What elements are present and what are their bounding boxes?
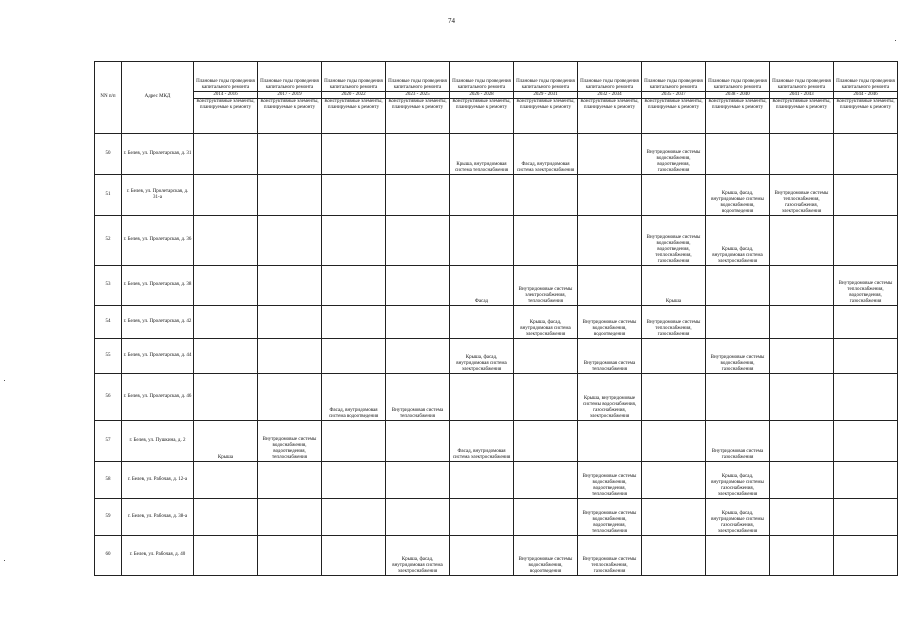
repair-cell <box>578 175 642 216</box>
year-range: 2017 - 2019 <box>258 92 322 99</box>
repair-cell: Внутридомовые системы водоснабжения, водоотведения, теплоснабжения <box>578 462 642 499</box>
repair-cell <box>770 499 834 536</box>
repair-cell: Крыша, фасад, внутридомовые системы газоснабжения, электроснабжения <box>706 462 770 499</box>
repair-cell <box>834 216 898 266</box>
header-row-elements <box>95 99 898 134</box>
table-row <box>95 306 898 339</box>
table-body <box>95 134 898 576</box>
column-header-number: NN п/п <box>95 62 122 134</box>
repair-cell <box>322 339 386 374</box>
row-address: г. Белев, ул. Пролетарская, д. 31 <box>122 134 194 175</box>
elements-label: Конструктивные элементы, планируемые к ремонту <box>322 99 386 134</box>
repair-cell <box>770 374 834 421</box>
repair-cell <box>386 175 450 216</box>
period-title: Плановые годы проведения капитального ремонта <box>834 62 898 92</box>
elements-label: Конструктивные элементы, планируемые к ремонту <box>642 99 706 134</box>
repair-cell <box>322 462 386 499</box>
repair-cell <box>578 216 642 266</box>
repair-cell <box>706 306 770 339</box>
table-row <box>95 266 898 306</box>
repair-cell <box>194 339 258 374</box>
repair-cell <box>514 216 578 266</box>
column-header-address: Адрес МКД <box>122 62 194 134</box>
scan-mark <box>895 40 896 41</box>
repair-cell <box>514 175 578 216</box>
repair-cell <box>770 536 834 576</box>
period-title: Плановые годы проведения капитального ремонта <box>194 62 258 92</box>
repair-cell <box>450 175 514 216</box>
repair-cell <box>450 374 514 421</box>
repair-cell: Внутридомовая система теплоснабжения <box>386 374 450 421</box>
repair-cell: Внутридомовые системы теплоснабжения, газоснабжения <box>578 536 642 576</box>
repair-cell: Внутридомовые системы водоснабжения, водоотведения, теплоснабжения <box>578 499 642 536</box>
repair-cell <box>706 134 770 175</box>
row-number: 60 <box>95 536 122 576</box>
repair-schedule-table <box>94 61 898 576</box>
repair-cell <box>642 175 706 216</box>
scan-mark <box>4 560 5 561</box>
repair-cell <box>258 536 322 576</box>
repair-cell <box>706 374 770 421</box>
repair-cell <box>514 374 578 421</box>
repair-cell <box>514 462 578 499</box>
year-range: 2044 - 2046 <box>834 92 898 99</box>
row-address: г. Белев, ул. Рабочая, д. 40 <box>122 536 194 576</box>
repair-cell <box>514 339 578 374</box>
repair-cell: Крыша, фасад, внутридомовая система электроснабжения <box>706 216 770 266</box>
repair-cell: Внутридомовая система теплоснабжения <box>578 339 642 374</box>
repair-cell <box>322 536 386 576</box>
year-range: 2038 - 2040 <box>706 92 770 99</box>
repair-cell: Внутридомовые системы теплоснабжения, газоснабжения, электроснабжения <box>770 175 834 216</box>
row-address: г. Белев, ул. Пролетарская, д. 46 <box>122 374 194 421</box>
repair-cell: Крыша, фасад, внутридомовая система электроснабжения <box>386 536 450 576</box>
header-row-period <box>95 62 898 92</box>
elements-label: Конструктивные элементы, планируемые к ремонту <box>770 99 834 134</box>
repair-cell <box>258 462 322 499</box>
repair-cell <box>514 499 578 536</box>
repair-cell: Крыша, фасад, внутридомовые системы водоснабжения, водоотведения <box>706 175 770 216</box>
elements-label: Конструктивные элементы, планируемые к ремонту <box>706 99 770 134</box>
repair-cell: Фасад, внутридомовая система электроснабжения <box>450 421 514 462</box>
repair-cell <box>322 306 386 339</box>
repair-cell <box>834 421 898 462</box>
repair-cell: Внутридомовые системы электроснабжения, теплоснабжения <box>514 266 578 306</box>
row-number: 52 <box>95 216 122 266</box>
row-number: 53 <box>95 266 122 306</box>
repair-cell: Фасад <box>450 266 514 306</box>
repair-cell: Внутридомовые системы водоснабжения, водоотведения <box>578 306 642 339</box>
row-number: 55 <box>95 339 122 374</box>
table-row <box>95 536 898 576</box>
table-row <box>95 134 898 175</box>
repair-cell <box>770 306 834 339</box>
table-row <box>95 374 898 421</box>
period-title: Плановые годы проведения капитального ремонта <box>770 62 834 92</box>
period-title: Плановые годы проведения капитального ремонта <box>450 62 514 92</box>
year-range: 2041 - 2043 <box>770 92 834 99</box>
repair-cell <box>258 266 322 306</box>
row-number: 58 <box>95 462 122 499</box>
row-number: 50 <box>95 134 122 175</box>
row-number: 57 <box>95 421 122 462</box>
row-number: 59 <box>95 499 122 536</box>
period-title: Плановые годы проведения капитального ремонта <box>258 62 322 92</box>
repair-cell: Крыша, внутридомовые системы водоснабжения, газоснабжения, электроснабжения <box>578 374 642 421</box>
repair-cell <box>834 536 898 576</box>
repair-cell <box>386 462 450 499</box>
repair-cell: Крыша, фасад, внутридомовая система электроснабжения <box>514 306 578 339</box>
repair-cell <box>322 216 386 266</box>
period-title: Плановые годы проведения капитального ремонта <box>386 62 450 92</box>
repair-cell <box>322 134 386 175</box>
year-range: 2026 - 2028 <box>450 92 514 99</box>
repair-cell <box>450 536 514 576</box>
elements-label: Конструктивные элементы, планируемые к ремонту <box>258 99 322 134</box>
elements-label: Конструктивные элементы, планируемые к ремонту <box>194 99 258 134</box>
repair-cell <box>386 421 450 462</box>
repair-cell <box>258 499 322 536</box>
repair-cell <box>194 134 258 175</box>
period-title: Плановые годы проведения капитального ремонта <box>642 62 706 92</box>
repair-cell: Фасад, внутридомовая система водоотведения <box>322 374 386 421</box>
elements-label: Конструктивные элементы, планируемые к ремонту <box>578 99 642 134</box>
row-number: 51 <box>95 175 122 216</box>
repair-cell <box>770 216 834 266</box>
year-range: 2014 - 2016 <box>194 92 258 99</box>
table-row <box>95 339 898 374</box>
repair-cell: Крыша <box>642 266 706 306</box>
year-range: 2023 - 2025 <box>386 92 450 99</box>
repair-cell <box>578 421 642 462</box>
table-row <box>95 216 898 266</box>
row-address: г. Белев, ул. Пролетарская, д. 36 <box>122 216 194 266</box>
year-range: 2029 - 2031 <box>514 92 578 99</box>
repair-cell: Внутридомовые системы теплоснабжения, водоотведения, газоснабжения <box>834 266 898 306</box>
year-range: 2032 - 2034 <box>578 92 642 99</box>
elements-label: Конструктивные элементы, планируемые к ремонту <box>834 99 898 134</box>
repair-cell <box>194 266 258 306</box>
repair-cell: Крыша, внутридомовая система теплоснабжения <box>450 134 514 175</box>
repair-cell <box>642 339 706 374</box>
repair-cell <box>194 175 258 216</box>
repair-cell <box>386 499 450 536</box>
repair-cell <box>386 339 450 374</box>
row-address: г. Белев, ул. Рабочая, д. 38-а <box>122 499 194 536</box>
repair-cell <box>258 306 322 339</box>
repair-cell: Крыша, фасад, внутридомовые системы газоснабжения, электроснабжения <box>706 499 770 536</box>
row-number: 56 <box>95 374 122 421</box>
repair-cell <box>642 374 706 421</box>
repair-cell: Крыша, фасад, внутридомовая система электроснабжения <box>450 339 514 374</box>
repair-cell <box>194 536 258 576</box>
table-row <box>95 462 898 499</box>
repair-cell <box>450 216 514 266</box>
row-address: г. Белев, ул. Пролетарская, д. 42 <box>122 306 194 339</box>
repair-cell: Внутридомовые системы водоснабжения, водоотведения, теплоснабжения, газоснабжения <box>642 216 706 266</box>
repair-cell <box>642 421 706 462</box>
repair-cell <box>834 339 898 374</box>
year-range: 2035 - 2037 <box>642 92 706 99</box>
row-address: г. Белев, ул. Рабочая, д. 12-а <box>122 462 194 499</box>
repair-cell: Внутридомовые системы теплоснабжения, газоснабжения <box>642 306 706 339</box>
repair-cell <box>258 374 322 421</box>
elements-label: Конструктивные элементы, планируемые к ремонту <box>514 99 578 134</box>
repair-cell <box>386 306 450 339</box>
repair-cell <box>450 306 514 339</box>
repair-cell <box>450 499 514 536</box>
repair-cell <box>834 306 898 339</box>
repair-cell <box>194 499 258 536</box>
repair-cell <box>258 175 322 216</box>
repair-cell <box>194 306 258 339</box>
repair-cell <box>194 374 258 421</box>
repair-cell <box>834 499 898 536</box>
repair-cell: Внутридомовая система газоснабжения <box>706 421 770 462</box>
row-address: г. Белев, ул. Пролетарская, д. 38 <box>122 266 194 306</box>
repair-cell <box>642 499 706 536</box>
period-title: Плановые годы проведения капитального ремонта <box>706 62 770 92</box>
scan-mark <box>4 380 5 381</box>
page-number: 74 <box>448 17 455 25</box>
table-row <box>95 421 898 462</box>
period-title: Плановые годы проведения капитального ремонта <box>322 62 386 92</box>
repair-cell <box>258 134 322 175</box>
row-address: г. Белев, ул. Пушкина, д. 2 <box>122 421 194 462</box>
repair-cell <box>834 134 898 175</box>
repair-cell <box>770 462 834 499</box>
repair-cell <box>194 462 258 499</box>
repair-cell: Внутридомовые системы водоснабжения, газоснабжения <box>706 339 770 374</box>
repair-cell <box>386 134 450 175</box>
table-row <box>95 175 898 216</box>
repair-cell <box>322 421 386 462</box>
repair-cell <box>386 216 450 266</box>
repair-cell <box>258 216 322 266</box>
repair-cell <box>450 462 514 499</box>
period-title: Плановые годы проведения капитального ремонта <box>514 62 578 92</box>
repair-cell <box>258 339 322 374</box>
repair-cell <box>386 266 450 306</box>
repair-cell: Внутридомовые системы водоснабжения, водоотведения, газоснабжения <box>642 134 706 175</box>
row-number: 54 <box>95 306 122 339</box>
repair-cell: Крыша <box>194 421 258 462</box>
row-address: г. Белев, ул. Пролетарская, д. 31-а <box>122 175 194 216</box>
repair-cell <box>770 266 834 306</box>
row-address: г. Белев, ул. Пролетарская, д. 44 <box>122 339 194 374</box>
repair-cell <box>770 134 834 175</box>
table-row <box>95 499 898 536</box>
repair-cell <box>642 536 706 576</box>
repair-cell <box>322 266 386 306</box>
repair-cell: Фасад, внутридомовая система электроснабжения <box>514 134 578 175</box>
repair-cell <box>578 266 642 306</box>
repair-cell <box>706 266 770 306</box>
period-title: Плановые годы проведения капитального ремонта <box>578 62 642 92</box>
year-range: 2020 - 2022 <box>322 92 386 99</box>
repair-cell <box>194 216 258 266</box>
repair-cell <box>322 175 386 216</box>
repair-cell <box>834 462 898 499</box>
repair-cell: Внутридомовые системы водоснабжения, водоотведения <box>514 536 578 576</box>
repair-cell <box>770 421 834 462</box>
repair-cell <box>642 462 706 499</box>
repair-cell <box>578 134 642 175</box>
repair-cell <box>706 536 770 576</box>
elements-label: Конструктивные элементы, планируемые к ремонту <box>386 99 450 134</box>
repair-cell <box>322 499 386 536</box>
repair-cell: Внутридомовые системы водоснабжения, водоотведения, теплоснабжения <box>258 421 322 462</box>
repair-cell <box>834 374 898 421</box>
repair-cell <box>770 339 834 374</box>
repair-cell <box>834 175 898 216</box>
elements-label: Конструктивные элементы, планируемые к ремонту <box>450 99 514 134</box>
repair-cell <box>514 421 578 462</box>
header-row-years <box>95 92 898 99</box>
